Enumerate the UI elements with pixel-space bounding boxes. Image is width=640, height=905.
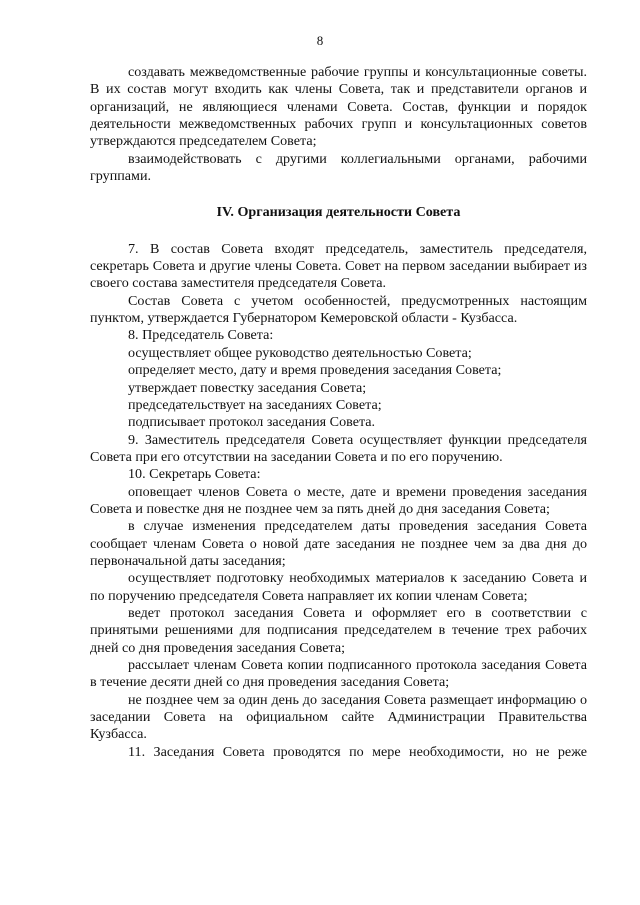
chairman-duty-2: определяет место, дату и время проведения заседания Совета; xyxy=(128,362,502,379)
secretary-duty-2: в случае изменения председателем даты проведения заседания Совета сообщает членам Совета о новой дате заседания не позднее чем за два дня до первоначальной даты заседания; xyxy=(90,518,587,569)
chairman-duty-5: подписывает протокол заседания Совета. xyxy=(128,414,376,431)
secretary-duty-5: рассылает членам Совета копии подписанного протокола заседания Совета в течение десяти дней со дня проведения заседания Совета; xyxy=(90,657,587,691)
document-body xyxy=(90,64,587,761)
paragraph-9: 9. Заместитель председателя Совета осуществляет функции председателя Совета при его отсутствии на заседании Совета и по его поручению. xyxy=(90,431,587,465)
paragraph-7: 7. В состав Совета входят председатель, заместитель председателя, секретарь Совета и другие члены Совета. Совет на первом заседании выбирает из своего состава заместителя председателя Совета. xyxy=(90,240,587,292)
intro-paragraph-2: взаимодействовать с другими коллегиальными органами, рабочими группами. xyxy=(90,150,587,185)
secretary-duty-6: не позднее чем за один день до заседания Совета размещает информацию о заседании Совета на официальном сайте Администрации Правительства Кузбасса. xyxy=(90,691,587,743)
chairman-duty-3: утверждает повестку заседания Совета; xyxy=(128,379,367,396)
paragraph-8: 8. Председатель Совета: xyxy=(128,327,274,344)
secretary-duty-4: ведет протокол заседания Совета и оформляет его в соответствии с принятыми решениями для подписания председателем в течение трех рабочих дней со дня проведения заседания Совета; xyxy=(90,604,587,656)
secretary-duty-3: осуществляет подготовку необходимых материалов к заседанию Совета и по поручению председателя Совета направляет их копии членам Совета; xyxy=(90,570,587,604)
intro-paragraph-1: создавать межведомственные рабочие группы и консультационные советы. В их состав могут входить как члены Совета, так и представители органов и организаций, не являющиеся членами Совета. Состав, функции и порядок деятельности межведомственных рабочих групп и консультационных советов утверждаются председателем Совета; xyxy=(90,64,587,150)
section-heading: IV. Организация деятельности Совета xyxy=(216,204,461,221)
paragraph-7-composition: Состав Совета с учетом особенностей, предусмотренных настоящим пунктом, утверждается Губернатором Кемеровской области - Кузбасса. xyxy=(90,292,587,327)
paragraph-11: 11. Заседания Совета проводятся по мере необходимости, но не реже xyxy=(128,743,587,760)
secretary-duty-1: оповещает членов Совета о месте, дате и времени проведения заседания Совета и повестке дня не позднее чем за пять дней до дня заседания Совета; xyxy=(90,483,587,517)
paragraph-10: 10. Секретарь Совета: xyxy=(128,466,261,483)
chairman-duty-4: председательствует на заседаниях Совета; xyxy=(128,396,382,413)
chairman-duty-1: осуществляет общее руководство деятельностью Совета; xyxy=(128,344,472,361)
page-number: 8 xyxy=(316,33,324,48)
